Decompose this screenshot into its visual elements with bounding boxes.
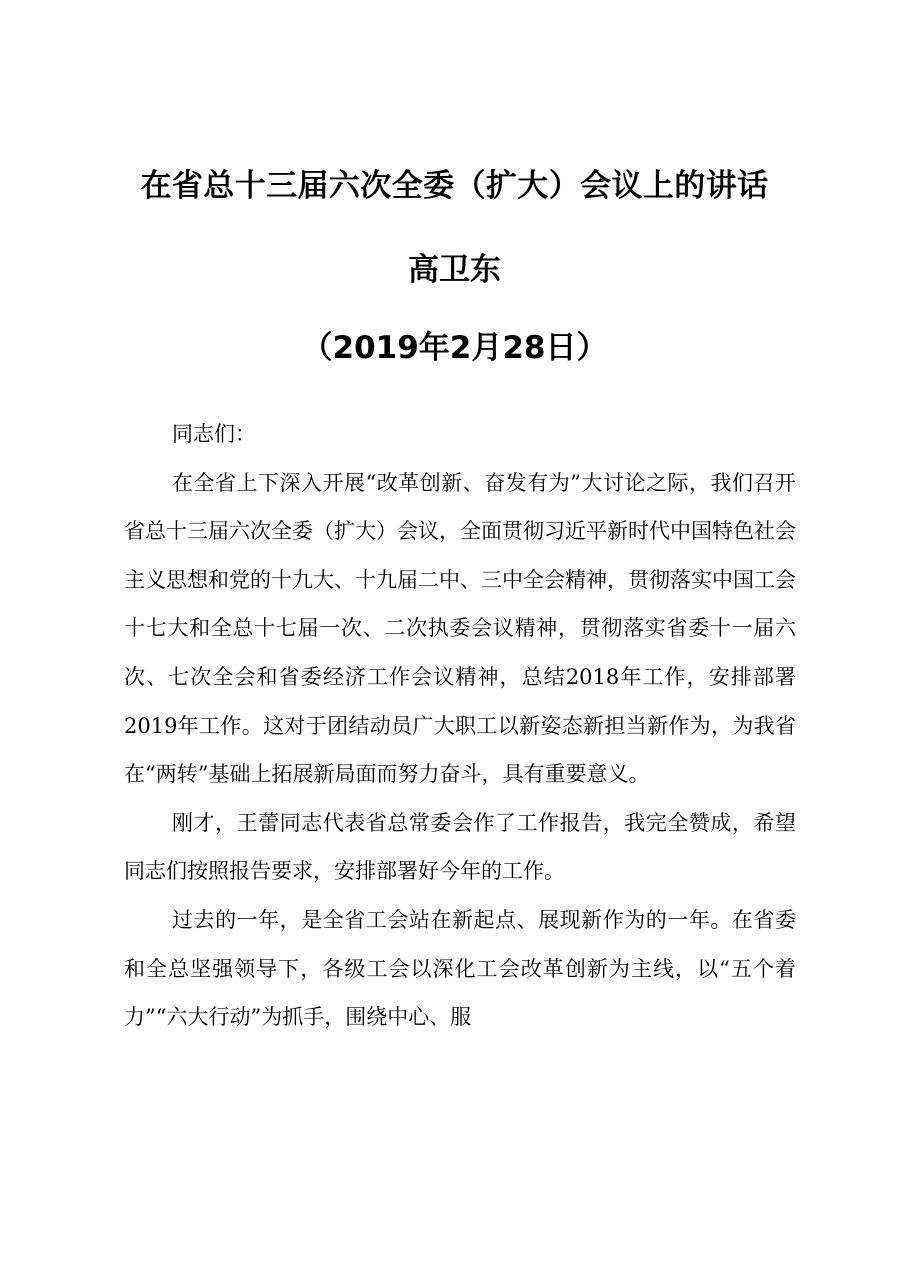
author-name: 高卫东: [408, 252, 501, 288]
body-paragraph: 在全省上下深入开展“改革创新、奋发有为”大讨论之际，我们召开省总十三届六次全委（扩大）会议，全面贯彻习近平新时代中国特色社会主义思想和党的十九大、十九届二中、三中全会精神，贯彻落实中国工会十七大和全总十七届一次、二次执委会议精神，贯彻落实省委十一届六次、七次全会和省委经济工作会议精神，总结2018年工作，安排部署2019年工作。这对于团结动员广大职工以新姿态新担当新作为，为我省在“两转”基础上拓展新局面而努力奋斗，具有重要意义。: [124, 470, 796, 787]
body-paragraph: 过去的一年，是全省工会站在新起点、展现新作为的一年。在省委和全总坚强领导下，各级工会以深化工会改革创新为主线，以“五个着力”“六大行动”为抓手，围绕中心、服: [124, 907, 796, 1030]
document-body: [124, 410, 796, 1042]
salutation-paragraph: 同志们：: [172, 422, 256, 446]
document-title: 在省总十三届六次全委（扩大）会议上的讲话: [140, 168, 769, 204]
body-paragraph: 刚才，王蕾同志代表省总常委会作了工作报告，我完全赞成，希望同志们按照报告要求，安排部署好今年的工作。: [124, 810, 796, 884]
speech-date: （2019年2月28日）: [301, 330, 608, 366]
